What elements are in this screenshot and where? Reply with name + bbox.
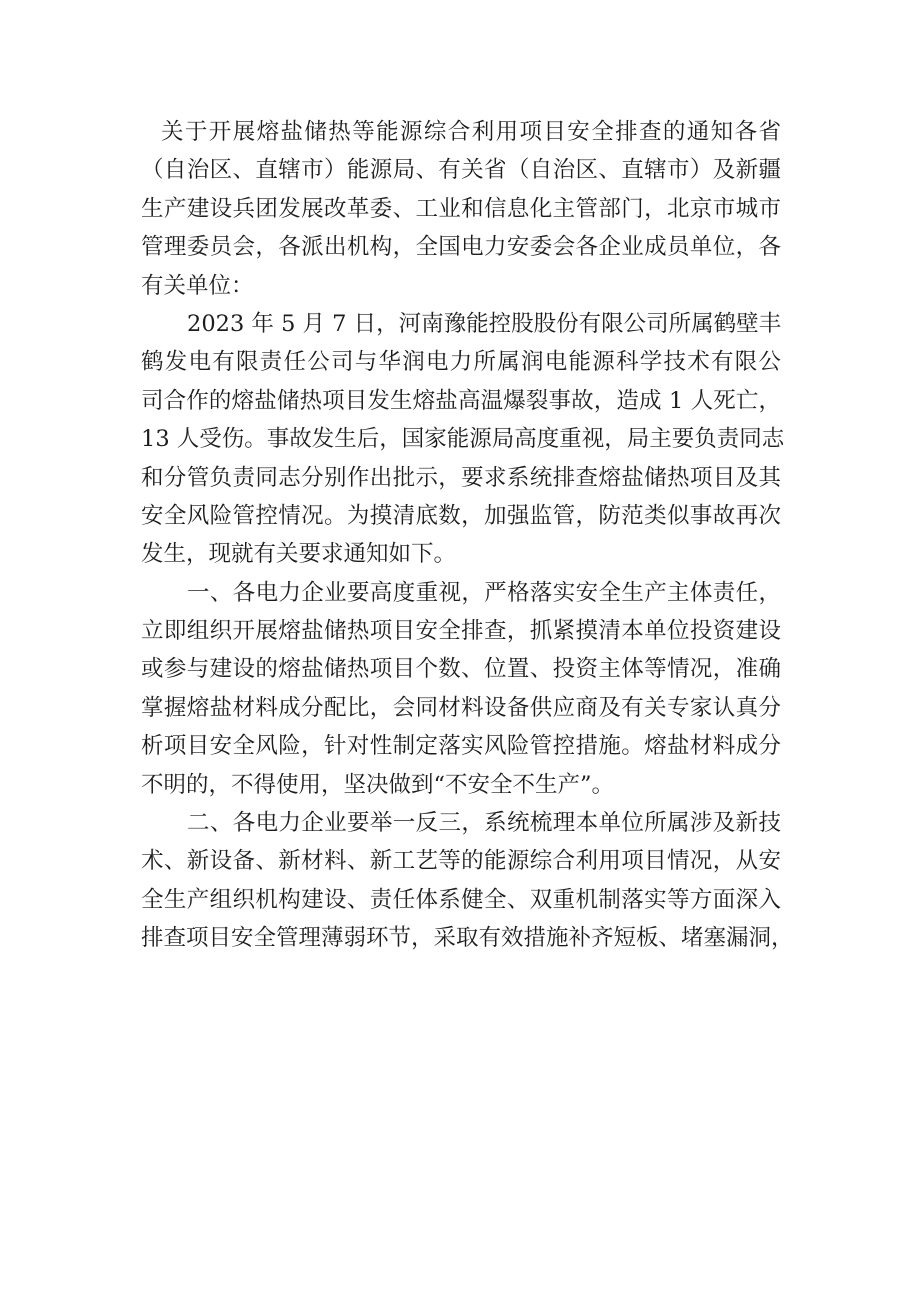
text-line: 立即组织开展熔盐储热项目安全排查，抓紧摸清本单位投资建设: [141, 618, 781, 645]
text-line: 和分管负责同志分别作出批示，要求系统排查熔盐储热项目及其: [141, 464, 781, 491]
text-line: 2023 年 5 月 7 日，河南豫能控股股份有限公司所属鹤壁丰: [187, 310, 782, 337]
text-line: 有关单位：: [141, 272, 254, 299]
text-line: 析项目安全风险，针对性制定落实风险管控措施。熔盐材料成分: [141, 733, 781, 760]
text-line: 术、新设备、新材料、新工艺等的能源综合利用项目情况，从安: [141, 848, 781, 875]
text-line: 管理委员会，各派出机构，全国电力安委会各企业成员单位，各: [141, 234, 781, 261]
text-line: 发生，现就有关要求通知如下。: [141, 541, 457, 568]
text-line: （自治区、直辖市）能源局、有关省（自治区、直辖市）及新疆: [141, 157, 781, 184]
text-line: 二、各电力企业要举一反三，系统梳理本单位所属涉及新技: [187, 810, 781, 837]
text-line: 排查项目安全管理薄弱环节，采取有效措施补齐短板、堵塞漏洞，: [141, 925, 794, 952]
document-body: [141, 113, 794, 958]
text-line: 司合作的熔盐储热项目发生熔盐高温爆裂事故，造成 1 人死亡，: [141, 387, 781, 414]
paragraph-item-1: [141, 574, 781, 804]
text-line: 或参与建设的熔盐储热项目个数、位置、投资主体等情况，准确: [141, 656, 781, 683]
text-line: 一、各电力企业要高度重视，严格落实安全生产主体责任，: [187, 579, 781, 606]
text-line: 鹤发电有限责任公司与华润电力所属润电能源科学技术有限公: [141, 349, 781, 376]
text-line: 掌握熔盐材料成分配比，会同材料设备供应商及有关专家认真分: [141, 694, 781, 721]
text-line: 13 人受伤。事故发生后，国家能源局高度重视，局主要负责同志: [141, 426, 785, 453]
text-line: 不明的，不得使用，坚决做到“不安全不生产”。: [141, 771, 615, 798]
paragraph-item-2: [141, 804, 794, 958]
text-line: 安全风险管控情况。为摸清底数，加强监管，防范类似事故再次: [141, 502, 781, 529]
text-line: 全生产组织机构建设、责任体系健全、双重机制落实等方面深入: [141, 886, 781, 913]
paragraph-background: [141, 305, 785, 574]
text-line: 生产建设兵团发展改革委、工业和信息化主管部门，北京市城市: [141, 195, 781, 222]
text-line: 关于开展熔盐储热等能源综合利用项目安全排查的通知各省: [161, 119, 781, 145]
paragraph-intro: [141, 113, 781, 305]
